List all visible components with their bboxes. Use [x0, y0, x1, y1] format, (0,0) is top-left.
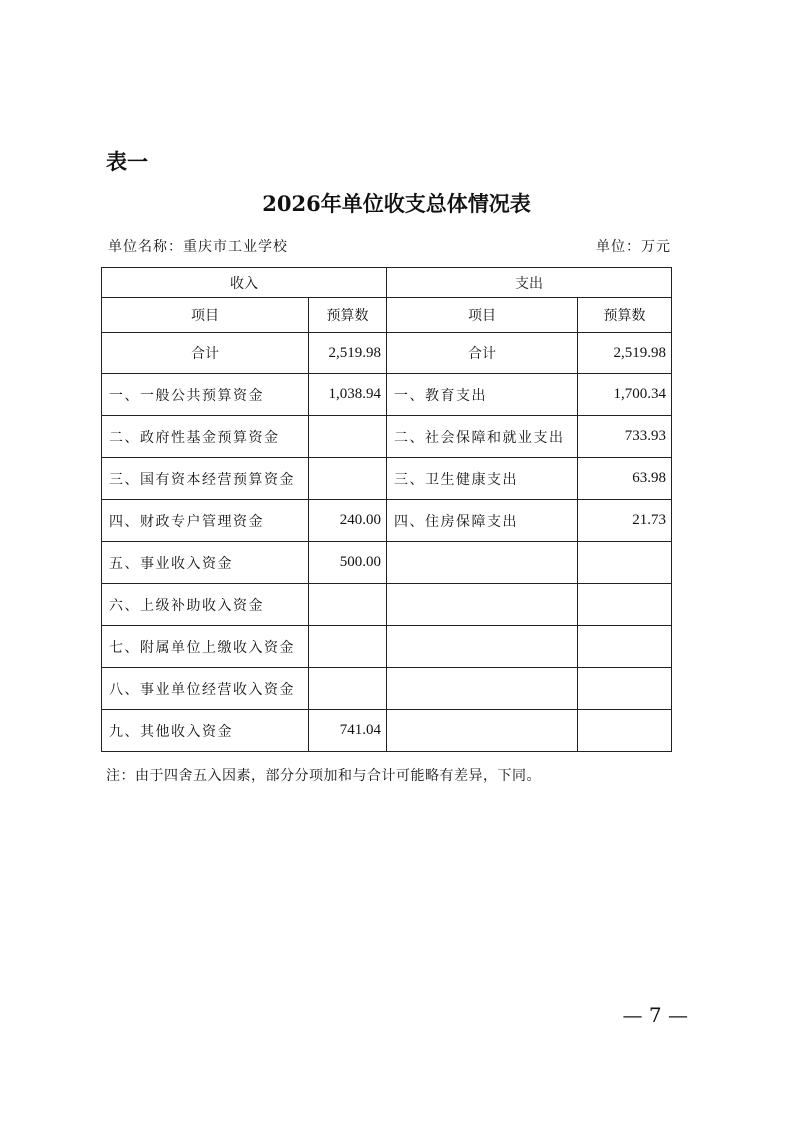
income-item: 七、附属单位上缴收入资金 — [102, 626, 309, 668]
expense-value — [578, 668, 672, 710]
unit-name: 单位名称：重庆市工业学校 — [108, 239, 288, 255]
footnote: 注：由于四舍五入因素，部分分项加和与合计可能略有差异，下同。 — [106, 768, 541, 784]
expense-item — [387, 668, 578, 710]
expense-item: 三、卫生健康支出 — [387, 458, 578, 500]
table-row — [102, 626, 672, 668]
table-row — [102, 542, 672, 584]
page-number: — 7 — — [622, 1003, 688, 1027]
expense-item — [387, 584, 578, 626]
expense-item: 二、社会保障和就业支出 — [387, 416, 578, 458]
expense-value: 1,700.34 — [578, 374, 672, 416]
table-row — [102, 458, 672, 500]
expense-value — [578, 584, 672, 626]
expense-item: 四、住房保障支出 — [387, 500, 578, 542]
expense-total-value: 2,519.98 — [578, 333, 672, 374]
income-item: 三、国有资本经营预算资金 — [102, 458, 309, 500]
income-value — [309, 584, 387, 626]
expense-item-header: 项目 — [387, 298, 578, 333]
table-header-row — [102, 268, 672, 298]
expense-value: 63.98 — [578, 458, 672, 500]
income-budget-header: 预算数 — [309, 298, 387, 333]
table-row — [102, 374, 672, 416]
income-value: 240.00 — [309, 500, 387, 542]
total-row — [102, 333, 672, 374]
expense-total-label: 合计 — [387, 333, 578, 374]
income-value: 500.00 — [309, 542, 387, 584]
budget-table — [101, 267, 672, 752]
income-item: 一、一般公共预算资金 — [102, 374, 309, 416]
table-row — [102, 500, 672, 542]
income-item: 五、事业收入资金 — [102, 542, 309, 584]
income-value — [309, 458, 387, 500]
table-row — [102, 416, 672, 458]
income-item: 二、政府性基金预算资金 — [102, 416, 309, 458]
unit-label: 单位：万元 — [596, 239, 671, 255]
expense-value — [578, 626, 672, 668]
income-value: 1,038.94 — [309, 374, 387, 416]
table-subheader-row — [102, 298, 672, 333]
income-item: 六、上级补助收入资金 — [102, 584, 309, 626]
income-value — [309, 668, 387, 710]
income-item: 八、事业单位经营收入资金 — [102, 668, 309, 710]
income-value: 741.04 — [309, 710, 387, 752]
expense-item: 一、教育支出 — [387, 374, 578, 416]
income-value — [309, 416, 387, 458]
table-label: 表一 — [106, 150, 148, 174]
expense-item — [387, 626, 578, 668]
income-value — [309, 626, 387, 668]
income-item-header: 项目 — [102, 298, 309, 333]
income-total-label: 合计 — [102, 333, 309, 374]
expense-value: 21.73 — [578, 500, 672, 542]
expense-value — [578, 542, 672, 584]
income-total-value: 2,519.98 — [309, 333, 387, 374]
income-item: 九、其他收入资金 — [102, 710, 309, 752]
expense-item — [387, 710, 578, 752]
table-row — [102, 584, 672, 626]
expense-item — [387, 542, 578, 584]
page-title: 2026年单位收支总体情况表 — [262, 191, 531, 216]
expense-header: 支出 — [387, 268, 672, 298]
table-row — [102, 710, 672, 752]
income-header: 收入 — [102, 268, 387, 298]
table-row — [102, 668, 672, 710]
expense-value — [578, 710, 672, 752]
income-item: 四、财政专户管理资金 — [102, 500, 309, 542]
expense-value: 733.93 — [578, 416, 672, 458]
expense-budget-header: 预算数 — [578, 298, 672, 333]
